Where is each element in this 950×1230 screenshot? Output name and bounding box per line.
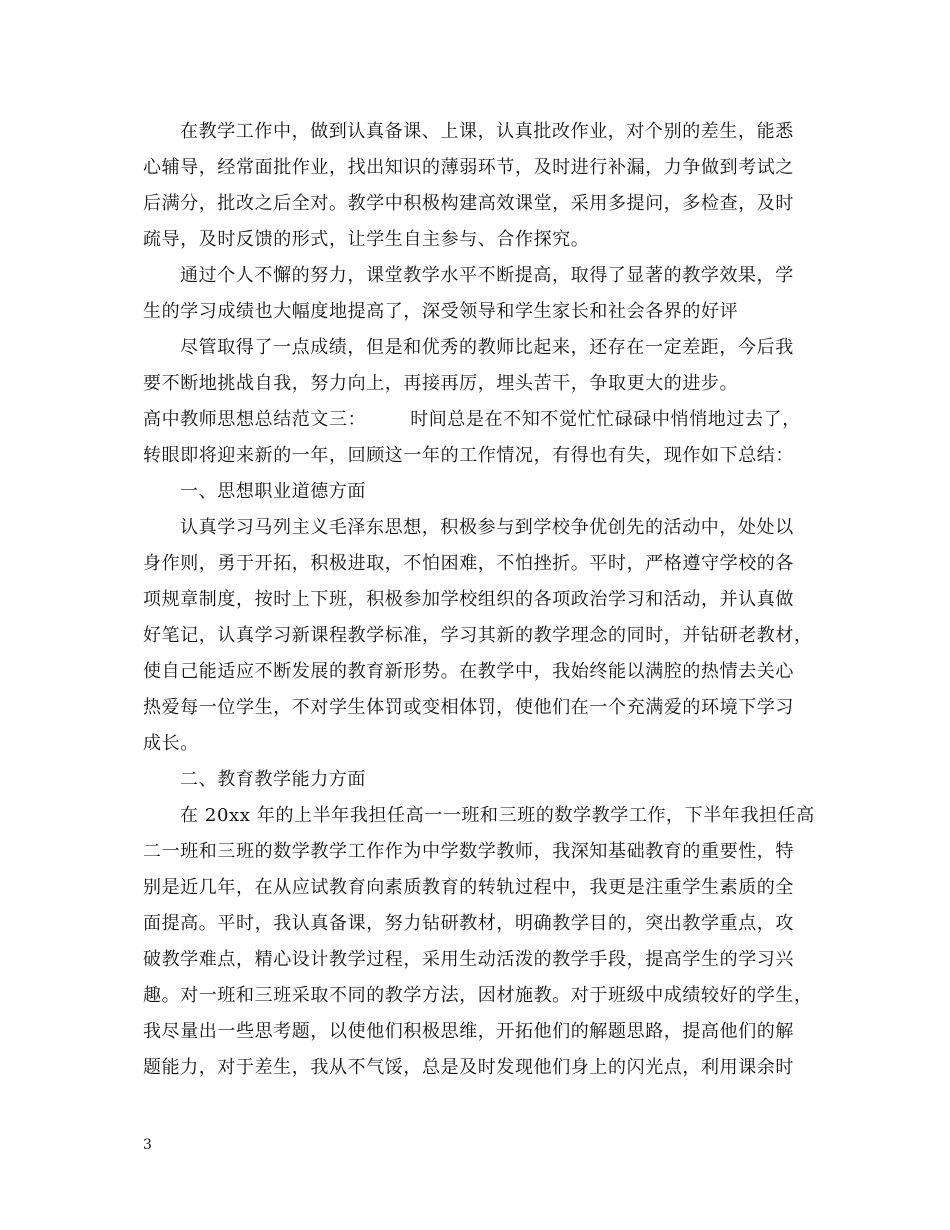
paragraph-line: 别是近几年，在从应试教育向素质教育的转轨过程中，我更是注重学生素质的全 — [143, 877, 794, 898]
paragraph-text: 时间总是在不知不觉忙忙碌碌中悄悄地过去了， — [410, 409, 801, 430]
paragraph-line: 我尽量出一些思考题，以使他们积极思维，开拓他们的解题思路，提高他们的解 — [143, 1021, 794, 1042]
paragraph-line: 疏导，及时反馈的形式，让学生自主参与、合作探究。 — [143, 229, 590, 250]
paragraph-line: 热爱每一位学生，不对学生体罚或变相体罚，使他们在一个充满爱的环境下学习 — [143, 697, 794, 718]
section-title-line — [143, 402, 809, 438]
section-title: 高中教师思想总结范文三： — [143, 409, 367, 430]
paragraph-line: 破教学难点，精心设计教学过程，采用生动活泼的教学手段，提高学生的学习兴 — [143, 949, 794, 970]
paragraph-line: 在 20xx 年的上半年我担任高一一班和三班的数学教学工作，下半年我担任高 — [180, 805, 815, 826]
paragraph-line: 认真学习马列主义毛泽东思想，积极参与到学校争优创先的活动中，处处以 — [180, 517, 794, 538]
paragraph-line: 面提高。平时，我认真备课，努力钻研教材，明确教学目的，突出教学重点，攻 — [143, 913, 794, 934]
paragraph-line: 转眼即将迎来新的一年，回顾这一年的工作情况，有得也有失，现作如下总结： — [143, 445, 794, 466]
paragraph-line: 成长。 — [143, 733, 199, 754]
paragraph-line: 好笔记，认真学习新课程教学标准，学习其新的教学理念的同时，并钻研老教材， — [143, 625, 813, 646]
paragraph-line: 要不断地挑战自我，努力向上，再接再厉，埋头苦干，争取更大的进步。 — [143, 373, 739, 394]
page-number: 3 — [143, 1137, 152, 1153]
paragraph-line: 二一班和三班的数学教学工作作为中学数学教师，我深知基础教育的重要性，特 — [143, 841, 794, 862]
paragraph-line: 心辅导，经常面批作业，找出知识的薄弱环节，及时进行补漏，力争做到考试之 — [143, 157, 794, 178]
section-heading: 一、思想职业道德方面 — [180, 481, 366, 502]
paragraph-line: 后满分，批改之后全对。教学中积极构建高效课堂，采用多提问，多检查，及时 — [143, 193, 794, 214]
paragraph-line: 尽管取得了一点成绩，但是和优秀的教师比起来，还存在一定差距，今后我 — [180, 337, 794, 358]
paragraph-line: 使自己能适应不断发展的教育新形势。在教学中，我始终能以满腔的热情去关心 — [143, 661, 794, 682]
section-heading: 二、教育教学能力方面 — [180, 769, 366, 790]
paragraph-line: 身作则，勇于开拓，积极进取，不怕困难，不怕挫折。平时，严格遵守学校的各 — [143, 553, 794, 574]
paragraph-line: 生的学习成绩也大幅度地提高了，深受领导和学生家长和社会各界的好评 — [143, 301, 739, 322]
paragraph-line: 趣。对一班和三班采取不同的教学方法，因材施教。对于班级中成绩较好的学生， — [143, 985, 813, 1006]
paragraph-line: 项规章制度，按时上下班，积极参加学校组织的各项政治学习和活动，并认真做 — [143, 589, 794, 610]
paragraph-line: 题能力，对于差生，我从不气馁，总是及时发现他们身上的闪光点，利用课余时 — [143, 1057, 794, 1078]
paragraph-line: 通过个人不懈的努力，课堂教学水平不断提高，取得了显著的教学效果，学 — [180, 265, 794, 286]
paragraph-line: 在教学工作中，做到认真备课、上课，认真批改作业，对个别的差生，能悉 — [180, 121, 794, 142]
